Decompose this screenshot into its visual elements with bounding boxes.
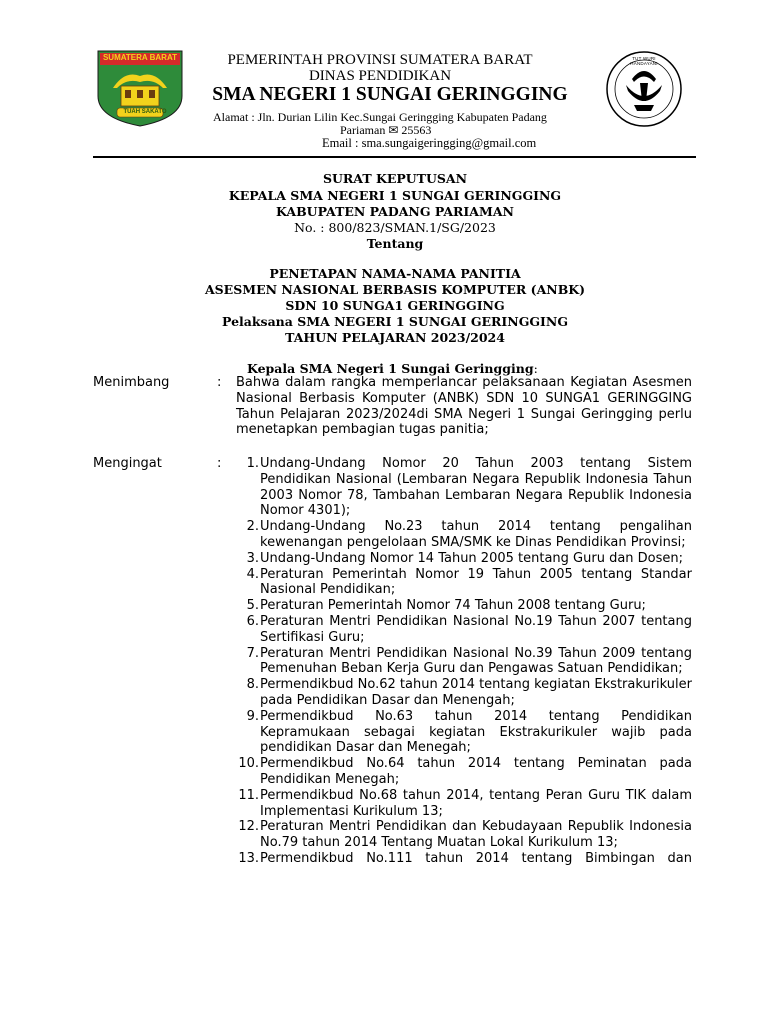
list-item-text: Permendikbud No.63 tahun 2014 tentang Pendidikan Kepramukaan sebagai kegiatan Ekstrakurikuler wajib pada pendidikan Dasar dan Menegah; — [260, 708, 692, 756]
list-item-number: 5. — [246, 598, 259, 614]
decree-regency: KABUPATEN PADANG PARIAMAN — [276, 204, 514, 219]
list-item-number: 12. — [238, 819, 259, 835]
school-address: Alamat : Jln. Durian Lilin Kec.Sungai Geringging Kabupaten Padang — [213, 110, 547, 124]
list-item-text: Permendikbud No.111 tahun 2014 tentang Bimbingan dan — [260, 850, 692, 866]
school-email: Email : sma.sungaigeringging@gmail.com — [322, 136, 537, 150]
list-item-number: 9. — [246, 708, 259, 724]
list-item-number: 13. — [238, 850, 259, 866]
government-name: PEMERINTAH PROVINSI SUMATERA BARAT — [227, 52, 533, 68]
lead-text: Kepala SMA Negeri 1 Sungai Geringging — [247, 361, 534, 376]
list-item-number: 11. — [238, 787, 259, 803]
emblem-motto-text: TUT WURI HANDAYANI — [630, 56, 658, 66]
list-item-number: 4. — [246, 566, 259, 582]
list-item-number: 1. — [246, 456, 259, 471]
list-item — [231, 819, 692, 851]
list-item — [231, 788, 692, 820]
list-item — [231, 519, 692, 551]
decree-issuer: KEPALA SMA NEGERI 1 SUNGAI GERINGGING — [228, 188, 562, 203]
list-item-number: 7. — [246, 645, 259, 661]
list-item-text: Permendikbud No.68 tahun 2014, tentang Peran Guru TIK dalam Implementasi Kurikulum 13; — [260, 787, 692, 819]
list-item — [231, 646, 692, 678]
menimbang-colon: : — [217, 375, 222, 390]
mengingat-colon: : — [217, 456, 222, 471]
decree-about-label: Tentang — [366, 236, 424, 251]
list-item — [231, 551, 692, 567]
subject-line-2: ASESMEN NASIONAL BERBASIS KOMPUTER (ANBK) — [204, 282, 586, 297]
subject-line-5: TAHUN PELAJARAN 2023/2024 — [285, 330, 505, 345]
list-item-number: 2. — [246, 519, 259, 535]
subject-line-3: SDN 10 SUNGA1 GERINGGING — [285, 298, 505, 313]
list-item-number: 10. — [238, 756, 259, 772]
list-item-text: Peraturan Mentri Pendidikan Nasional No.39 Tahun 2009 tentang Pemenuhan Beban Kerja Guru dan Pengawas Satuan Pendidikan; — [260, 645, 692, 677]
emblem-text-top: SUMATERA BARAT — [102, 53, 178, 62]
decree-lead — [247, 361, 538, 376]
list-item-text: Peraturan Pemerintah Nomor 19 Tahun 2005 tentang Standar Nasional Pendidikan; — [260, 566, 692, 598]
department-name: DINAS PENDIDIKAN — [308, 68, 452, 84]
list-item-text: Permendikbud No.62 tahun 2014 tentang kegiatan Ekstrakurikuler pada Pendidikan Dasar dan Menengah; — [260, 677, 692, 708]
list-item — [231, 709, 692, 756]
list-item-text: Peraturan Mentri Pendidikan dan Kebudayaan Republik Indonesia No.79 tahun 2014 Tentang Muatan Lokal Kurikulum 13; — [260, 819, 692, 851]
school-name: SMA NEGERI 1 SUNGAI GERINGGING — [212, 84, 568, 105]
list-item-text: Peraturan Mentri Pendidikan Nasional No.19 Tahun 2007 tentang Sertifikasi Guru; — [260, 613, 692, 645]
lead-colon: : — [533, 361, 538, 376]
menimbang-text: Bahwa dalam rangka memperlancar pelaksanaan Kegiatan Asesmen Nasional Berbasis Komputer (ANBK) SDN 10 SUNGA1 GERINGGING Tahun Pelajaran 2023/2024di SMA Negeri 1 Sungai Geringging perlu menetapkan pembagian tugas panitia; — [236, 375, 692, 438]
list-item — [231, 677, 692, 709]
school-address-postal: Pariaman ✉ 25563 — [340, 123, 432, 137]
list-item — [231, 598, 692, 614]
list-item — [231, 614, 692, 646]
menimbang-label: Menimbang — [93, 375, 170, 390]
list-item — [231, 456, 692, 519]
decree-heading: SURAT KEPUTUSAN — [322, 171, 468, 186]
list-item-text: Undang-Undang Nomor 14 Tahun 2005 tentang Guru dan Dosen; — [260, 550, 684, 566]
list-item-number: 8. — [246, 677, 259, 693]
list-item-number: 6. — [246, 613, 259, 629]
list-item-number: 3. — [246, 550, 259, 566]
list-item — [231, 851, 692, 867]
list-item-text: Permendikbud No.64 tahun 2014 tentang Peminatan pada Pendidikan Menegah; — [260, 756, 692, 787]
list-item-text: Undang-Undang No.23 tahun 2014 tentang pengalihan kewenangan pengelolaan SMA/SMK ke Dinas Pendidikan Provinsi; — [260, 519, 692, 550]
decree-number: No. : 800/823/SMAN.1/SG/2023 — [294, 220, 496, 235]
emblem-text-bottom: TUAH SAKATO — [123, 109, 167, 115]
list-item-text: Undang-Undang Nomor 20 Tahun 2003 tentang Sistem Pendidikan Nasional (Lembaran Negara Republik Indonesia Tahun 2003 Nomor 78, Tambahan Lembaran Negara Republik Indonesia Nomor 4301); — [260, 456, 692, 519]
list-item-text: Peraturan Pemerintah Nomor 74 Tahun 2008 tentang Guru; — [260, 598, 646, 614]
subject-line-1: PENETAPAN NAMA-NAMA PANITIA — [269, 266, 521, 281]
subject-line-4: Pelaksana SMA NEGERI 1 SUNGAI GERINGGING — [222, 314, 568, 329]
mengingat-label: Mengingat — [93, 456, 162, 471]
list-item — [231, 756, 692, 788]
list-item — [231, 567, 692, 599]
letterhead-divider — [93, 156, 696, 158]
mengingat-list — [231, 456, 692, 867]
